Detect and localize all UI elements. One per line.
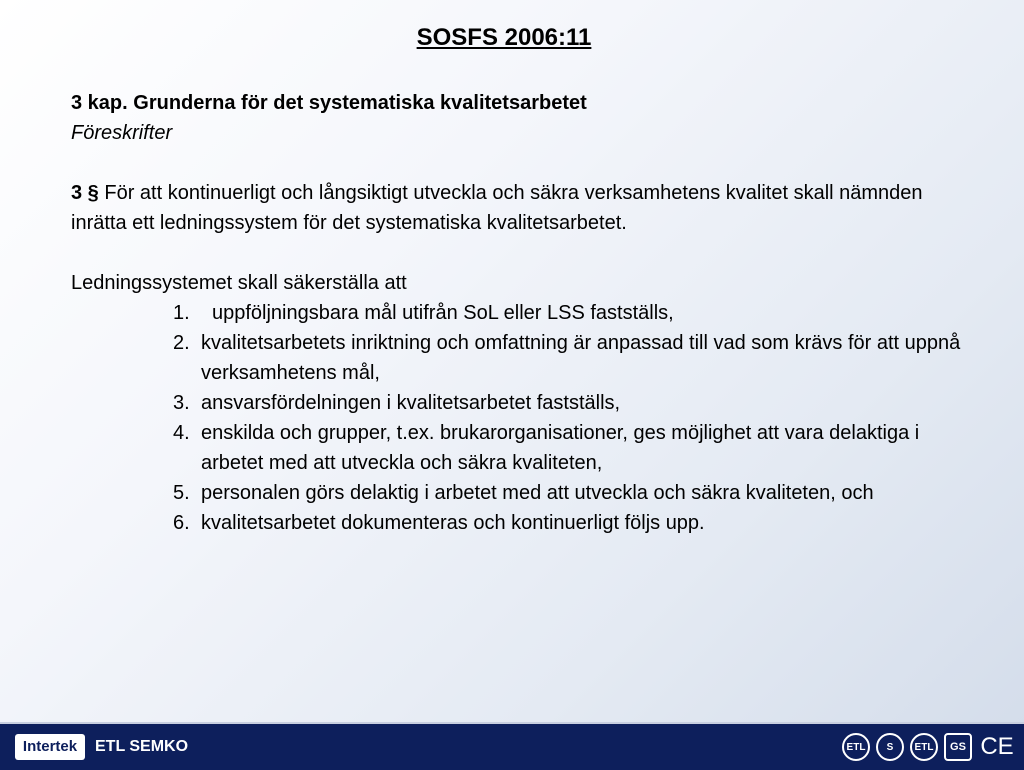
list-intro: Ledningssystemet skall säkerställa att (71, 272, 407, 294)
etl-listed-mark-icon: ETL (910, 733, 938, 761)
list-item (71, 388, 971, 418)
list-item (71, 478, 971, 508)
semko-s-mark-icon: S (876, 733, 904, 761)
list-item (71, 328, 971, 388)
paragraph-text: För att kontinuerligt och långsiktigt utveckla och säkra verksamhetens kvalitet skall nämnden inrätta ett ledningssystem för det systematiska kvalitetsarbetet. (71, 182, 923, 234)
list-item (71, 508, 971, 538)
list-item (71, 418, 971, 478)
gs-mark-icon: GS (944, 733, 972, 761)
list-item-number: 1. (173, 302, 190, 324)
footer-bar (0, 722, 1024, 770)
slide-title: SOSFS 2006:11 (416, 24, 592, 51)
requirements-list (71, 298, 971, 538)
list-item-number: 5. (173, 482, 190, 504)
list-item-text: kvalitetsarbetets inriktning och omfattning är anpassad till vad som krävs för att uppnå verksamhetens mål, (201, 332, 961, 384)
list-item-number: 6. (173, 512, 190, 534)
etl-mark-icon: ETL (842, 733, 870, 761)
list-item-text: kvalitetsarbetet dokumenteras och kontinuerligt följs upp. (201, 512, 705, 534)
slide-content (71, 88, 971, 538)
chapter-heading: 3 kap. Grunderna för det systematiska kvalitetsarbetet (71, 92, 587, 114)
list-item-text: enskilda och grupper, t.ex. brukarorganisationer, ges möjlighet att vara delaktiga i arbetet med att utveckla och säkra kvaliteten, (201, 422, 920, 474)
list-item-text: ansvarsfördelningen i kvalitetsarbetet fastställs, (201, 392, 621, 414)
spacer (71, 238, 971, 268)
paragraph (71, 178, 971, 238)
brand-name: ETL SEMKO (95, 738, 189, 755)
intertek-logo: Intertek (15, 734, 85, 760)
list-item-number: 3. (173, 392, 190, 414)
ce-mark-icon: CE (980, 733, 1014, 760)
list-item (71, 298, 971, 328)
paragraph-number: 3 § (71, 182, 99, 204)
spacer (71, 148, 971, 178)
chapter-subtitle: Föreskrifter (71, 122, 173, 144)
list-item-number: 2. (173, 332, 190, 354)
certification-marks (842, 732, 1016, 762)
list-item-text: personalen görs delaktig i arbetet med att utveckla och säkra kvaliteten, och (201, 482, 874, 504)
list-item-text: uppföljningsbara mål utifrån SoL eller LSS fastställs, (212, 302, 674, 324)
list-item-number: 4. (173, 422, 190, 444)
